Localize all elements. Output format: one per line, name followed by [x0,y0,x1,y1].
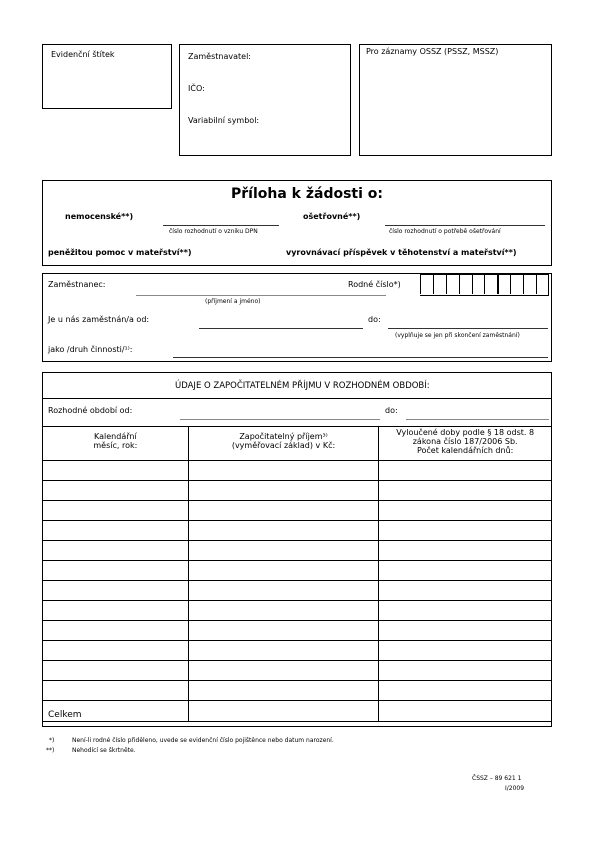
period-to-line[interactable] [406,419,549,420]
month-cell[interactable] [43,501,189,521]
excluded-days-cell[interactable] [379,541,552,561]
income-table [42,426,552,722]
ossz-caption: Pro záznamy OSSZ (PSSZ, MSSZ) [366,47,499,56]
employee-section [42,273,552,362]
income-cell[interactable] [188,481,379,501]
ico-caption: IČO: [188,84,205,93]
month-cell[interactable] [43,561,189,581]
birth-number-cell[interactable] [446,275,447,294]
employed-to-note: (vyplňuje se jen při skončení zaměstnání) [395,332,520,339]
table-row [43,601,552,621]
employed-to-line[interactable] [388,328,548,329]
activity-caption: jako /druh činnosti/¹⁾: [48,345,133,354]
month-cell[interactable] [43,601,189,621]
birth-number-separator [497,275,499,294]
excluded-days-cell[interactable] [379,581,552,601]
care-number-line[interactable] [385,225,545,226]
birth-number-cell[interactable] [484,275,485,294]
excluded-days-cell[interactable] [379,681,552,701]
col-header-month [43,427,189,461]
birth-number-cell[interactable] [459,275,460,294]
col-header-excluded-line: zákona číslo 187/2006 Sb. [412,437,518,446]
month-cell[interactable] [43,521,189,541]
col-header-excluded-line: Počet kalendářních dnů: [416,446,514,455]
birth-number-cell[interactable] [433,275,434,294]
income-cell[interactable] [188,561,379,581]
col-header-month-line: Kalendářní [94,432,137,441]
total-label: Celkem [48,709,82,720]
dpn-note: číslo rozhodnutí o vzniku DPN [169,228,258,235]
birth-number-cell[interactable] [420,275,421,294]
form-code: ČSSZ – 89 621 1 [472,775,522,782]
table-row [43,521,552,541]
table-row [43,541,552,561]
income-cell[interactable] [188,661,379,681]
income-cell[interactable] [188,601,379,621]
maternity-option[interactable]: peněžitou pomoc v mateřství**) [48,248,192,257]
month-cell[interactable] [43,681,189,701]
footnote-mark: **) [46,747,55,754]
footnote-mark: *) [49,737,55,744]
income-cell[interactable] [188,461,379,481]
table-row [43,621,552,641]
income-cell[interactable] [188,501,379,521]
table-row [43,641,552,661]
dpn-number-line[interactable] [163,225,279,226]
col-header-excluded-line: Vyloučené doby podle § 18 odst. 8 [396,428,535,437]
birth-number-caption: Rodné číslo*) [348,280,401,289]
employee-caption: Zaměstnanec: [48,280,106,289]
month-cell[interactable] [43,461,189,481]
attachment-title: Příloha k žádosti o: [231,186,384,202]
care-option[interactable]: ošetřovné**) [303,212,361,221]
excluded-days-cell[interactable] [379,521,552,541]
month-cell[interactable] [43,661,189,681]
table-row [43,501,552,521]
excluded-days-cell[interactable] [379,481,552,501]
excluded-days-cell[interactable] [379,601,552,621]
table-row [43,561,552,581]
employee-name-line[interactable] [136,295,386,296]
excluded-days-cell[interactable] [379,641,552,661]
excluded-days-cell[interactable] [379,461,552,481]
variable-symbol-caption: Variabilní symbol: [188,116,260,125]
income-heading: ÚDAJE O ZAPOČITATELNÉM PŘÍJMU V ROZHODNÉM OBDOBÍ: [175,381,430,391]
excluded-days-cell[interactable] [379,621,552,641]
activity-line[interactable] [173,357,548,358]
table-row [43,681,552,701]
total-excluded-days-cell[interactable] [379,701,552,722]
footnote-text: Nehodící se škrtněte. [72,747,136,754]
care-note: číslo rozhodnutí o potřebě ošetřování [389,228,501,235]
excluded-days-cell[interactable] [379,501,552,521]
form-version: I/2009 [505,785,525,792]
employed-from-caption: Je u nás zaměstnán/a od: [48,315,150,324]
income-cell[interactable] [188,581,379,601]
month-cell[interactable] [43,481,189,501]
col-header-excluded [379,427,552,461]
evidence-label-caption: Evidenční štítek [51,50,115,59]
table-row [43,461,552,481]
birth-number-cell[interactable] [523,275,524,294]
footnote-text: Není-li rodné číslo přiděleno, uvede se evidenční číslo pojištěnce nebo datum narození. [72,737,334,744]
birth-number-grid[interactable] [420,274,549,296]
birth-number-cell[interactable] [510,275,511,294]
excluded-days-cell[interactable] [379,661,552,681]
income-cell[interactable] [188,621,379,641]
employee-name-note: (příjmení a jméno) [205,298,261,305]
employer-caption: Zaměstnavatel: [188,52,251,61]
income-cell[interactable] [188,681,379,701]
total-label-cell [43,701,189,722]
ossz-box[interactable] [359,44,552,156]
evidence-label-box[interactable] [42,44,172,109]
birth-number-cell[interactable] [536,275,537,294]
total-income-cell[interactable] [188,701,379,722]
employed-from-line[interactable] [199,328,363,329]
excluded-days-cell[interactable] [379,561,552,581]
birth-number-cell[interactable] [472,275,473,294]
period-to-caption: do: [385,406,398,415]
period-from-line[interactable] [180,419,380,420]
heading-divider [42,398,552,399]
table-row [43,661,552,681]
total-row [43,701,552,722]
sickness-option[interactable]: nemocenské**) [65,212,134,221]
month-cell[interactable] [43,541,189,561]
employed-to-caption: do: [368,315,381,324]
table-row [43,581,552,601]
col-header-income-line: Započitatelný příjem³⁾ [239,432,328,441]
table-row [43,481,552,501]
period-from-caption: Rozhodné období od: [48,406,133,415]
attachment-section [42,180,552,266]
col-header-income-line: (vyměřovací základ) v Kč: [231,441,336,450]
compensation-option[interactable]: vyrovnávací příspěvek v těhotenství a mateřství**) [286,248,517,257]
income-cell[interactable] [188,521,379,541]
col-header-month-line: měsíc, rok: [93,441,138,450]
employer-box[interactable] [179,44,351,156]
income-cell[interactable] [188,641,379,661]
income-cell[interactable] [188,541,379,561]
col-header-income [188,427,379,461]
month-cell[interactable] [43,621,189,641]
month-cell[interactable] [43,641,189,661]
month-cell[interactable] [43,581,189,601]
income-section [42,372,552,727]
